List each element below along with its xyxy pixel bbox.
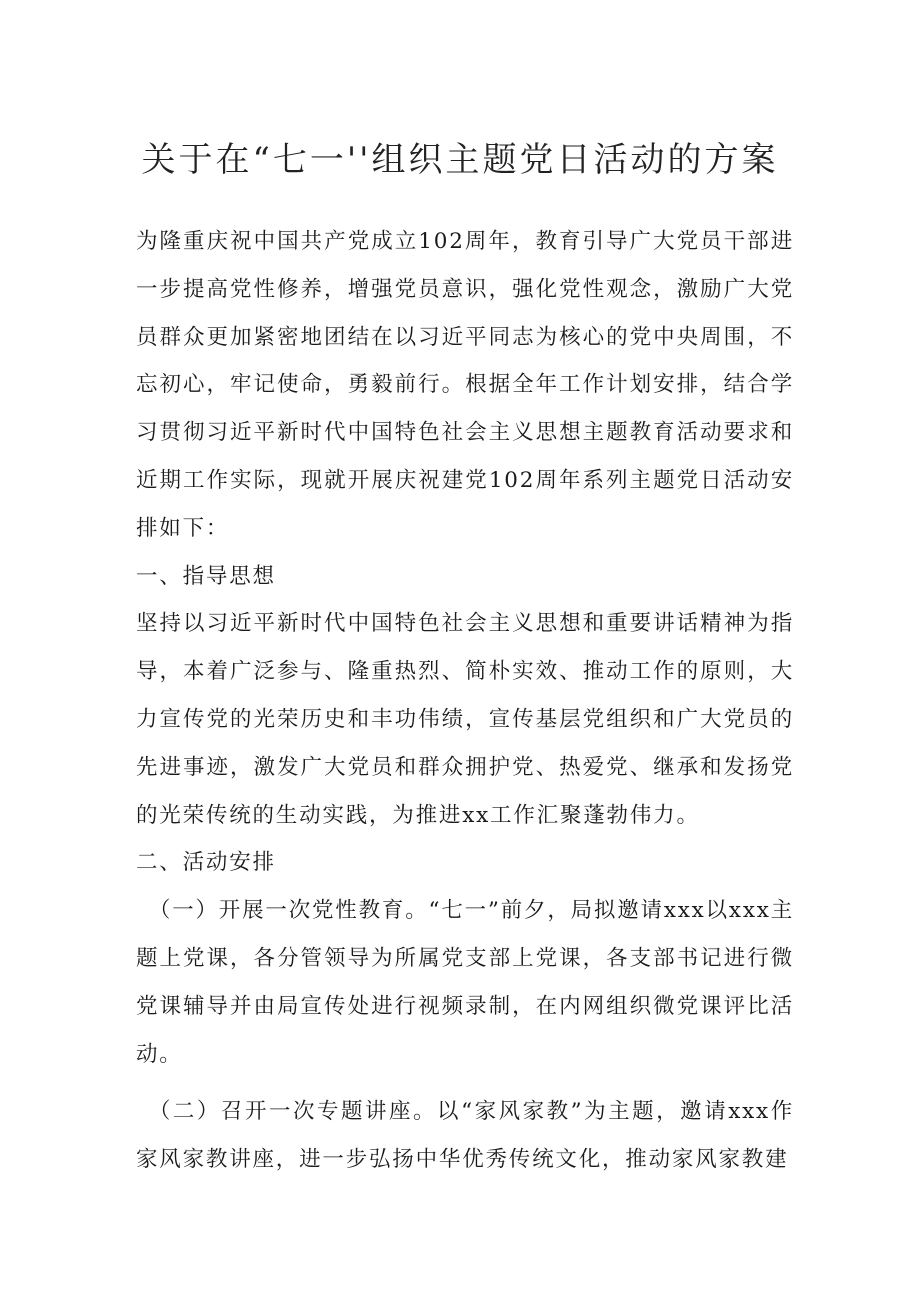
guiding-ideology-paragraph: 坚持以习近平新时代中国特色社会主义思想和重要讲话精神为指导，本着广泛参与、隆重热烈、简朴实效、推动工作的原则，大力宣传党的光荣历史和丰功伟绩，宣传基层党组织和广大党员的先进事迹，激发广大党员和群众拥护党、热爱党、继承和发扬党的光荣传统的生动实践，为推进xx工作汇聚蓬勃伟力。 [136, 611, 794, 828]
paragraph-gap [136, 1078, 794, 1088]
activity-item-lecture: （二）召开一次专题讲座。以“家风家教”为主题，邀请xxx作家风家教讲座，进一步弘扬中华优秀传统文化，推动家风家教建 [136, 1099, 794, 1173]
section-heading-guiding-ideology: 一、指导思想 [136, 563, 276, 589]
document-title: 关于在“七一''组织主题党日活动的方案 [141, 140, 779, 180]
document-body [136, 218, 794, 1184]
activity-item-party-education: （一）开展一次党性教育。“七一”前夕，局拟邀请xxx以xxx主题上党课，各分管领导为所属党支部上党课，各支部书记进行微党课辅导并由局宣传处进行视频录制，在内网组织微党课评比活动。 [136, 898, 794, 1067]
intro-paragraph: 为隆重庆祝中国共产党成立102周年，教育引导广大党员干部进一步提高党性修养，增强党员意识，强化党性观念，激励广大党员群众更加紧密地团结在以习近平同志为核心的党中央周围，不忘初心，牢记使命，勇毅前行。根据全年工作计划安排，结合学习贯彻习近平新时代中国特色社会主义思想主题教育活动要求和近期工作实际，现就开展庆祝建党102周年系列主题党日活动安排如下： [136, 229, 794, 541]
section-heading-activity-arrangement: 二、活动安排 [136, 850, 276, 876]
